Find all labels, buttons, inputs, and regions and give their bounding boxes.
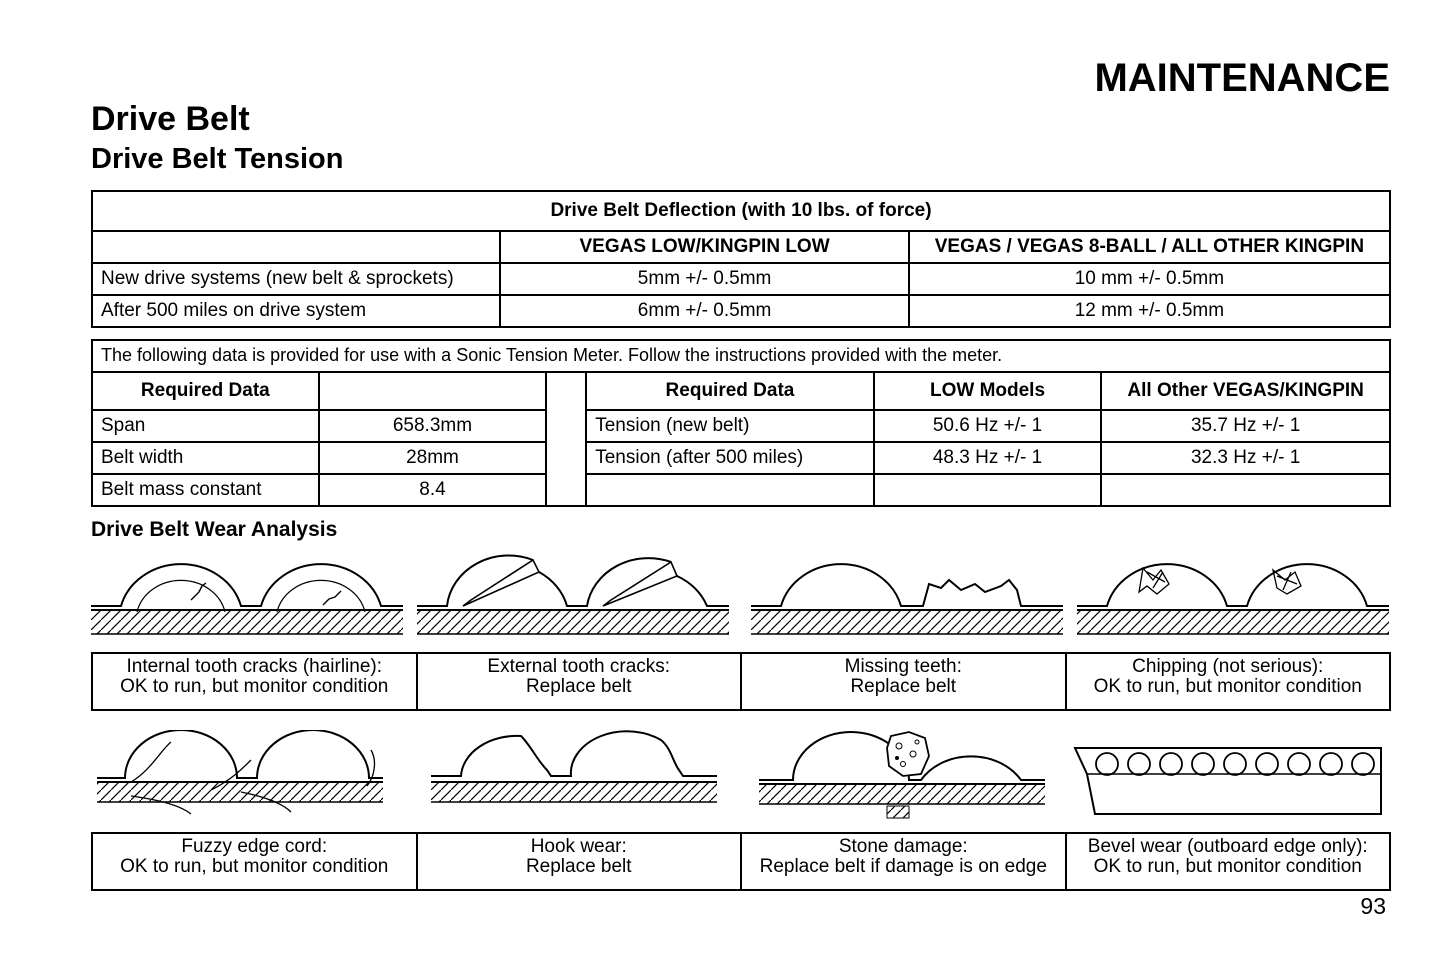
table-cell: New drive systems (new belt & sprockets) xyxy=(92,263,500,295)
wear-illustrations-row1 xyxy=(91,550,1391,642)
table-cell: Tension (after 500 miles) xyxy=(586,442,873,474)
wear-caption xyxy=(740,834,1065,889)
table-row xyxy=(92,474,1390,506)
table-header: All Other VEGAS/KINGPIN xyxy=(1101,372,1390,410)
wear-action: Replace belt xyxy=(525,676,632,697)
sonic-note: The following data is provided for use with a Sonic Tension Meter. Follow the instructions provided with the meter. xyxy=(92,340,1390,372)
wear-caption xyxy=(416,834,741,889)
wear-type: Missing teeth: xyxy=(844,656,962,677)
external-tooth-cracks-illustration xyxy=(417,556,729,634)
table-header: LOW Models xyxy=(874,372,1102,410)
hook-wear-illustration xyxy=(431,731,717,802)
table-row xyxy=(92,295,1390,327)
deflection-table-title: Drive Belt Deflection (with 10 lbs. of force) xyxy=(92,191,1390,231)
wear-captions-row2 xyxy=(91,832,1391,891)
table-row xyxy=(92,263,1390,295)
table-cell: Span xyxy=(92,410,319,442)
wear-illustrations-row2 xyxy=(91,730,1391,822)
table-cell: 5mm +/- 0.5mm xyxy=(500,263,908,295)
table-cell: 12 mm +/- 0.5mm xyxy=(909,295,1390,327)
table-cell: 48.3 Hz +/- 1 xyxy=(874,442,1102,474)
spacer-cell xyxy=(546,372,586,506)
table-header: Required Data xyxy=(586,372,873,410)
wear-caption xyxy=(93,654,416,709)
wear-action: Replace belt xyxy=(525,856,632,877)
sonic-tension-table xyxy=(91,339,1391,507)
table-header: Required Data xyxy=(92,372,319,410)
fuzzy-edge-cord-illustration xyxy=(97,730,383,814)
table-cell: 32.3 Hz +/- 1 xyxy=(1101,442,1390,474)
wear-caption xyxy=(1065,654,1390,709)
wear-type: Bevel wear (outboard edge only): xyxy=(1087,836,1368,857)
wear-action: OK to run, but monitor condition xyxy=(120,856,389,877)
page-subtitle: Drive Belt Tension xyxy=(91,143,344,175)
deflection-table xyxy=(91,190,1391,328)
section-title: MAINTENANCE xyxy=(1094,56,1390,100)
wear-type: Stone damage: xyxy=(838,836,968,857)
table-cell: Belt width xyxy=(92,442,319,474)
table-cell: Belt mass constant xyxy=(92,474,319,506)
table-cell: 28mm xyxy=(319,442,547,474)
missing-teeth-illustration xyxy=(751,564,1063,634)
table-header: VEGAS LOW/KINGPIN LOW xyxy=(500,231,908,263)
table-cell: 35.7 Hz +/- 1 xyxy=(1101,410,1390,442)
wear-caption xyxy=(93,834,416,889)
table-cell: 50.6 Hz +/- 1 xyxy=(874,410,1102,442)
wear-analysis-title: Drive Belt Wear Analysis xyxy=(91,518,338,541)
table-cell xyxy=(1101,474,1390,506)
stone-damage-illustration xyxy=(759,732,1045,818)
wear-type: Chipping (not serious): xyxy=(1132,656,1324,677)
wear-captions-row1 xyxy=(91,652,1391,711)
bevel-wear-illustration xyxy=(1075,748,1381,814)
table-cell: Tension (new belt) xyxy=(586,410,873,442)
wear-caption xyxy=(740,654,1065,709)
table-row xyxy=(92,442,1390,474)
table-cell: 10 mm +/- 0.5mm xyxy=(909,263,1390,295)
table-cell: 8.4 xyxy=(319,474,547,506)
table-header: VEGAS / VEGAS 8-BALL / ALL OTHER KINGPIN xyxy=(909,231,1390,263)
table-cell: 658.3mm xyxy=(319,410,547,442)
table-row xyxy=(92,410,1390,442)
chipping-illustration xyxy=(1077,564,1389,634)
wear-action: OK to run, but monitor condition xyxy=(1093,856,1362,877)
wear-type: Fuzzy edge cord: xyxy=(181,836,328,857)
table-header xyxy=(92,231,500,263)
wear-action: Replace belt xyxy=(850,676,957,697)
table-header xyxy=(319,372,547,410)
wear-action: Replace belt if damage is on edge xyxy=(759,856,1047,877)
page-number: 93 xyxy=(1360,893,1386,919)
wear-type: Internal tooth cracks (hairline): xyxy=(126,656,383,677)
wear-caption xyxy=(416,654,741,709)
page-title: Drive Belt xyxy=(91,100,250,138)
table-cell: 6mm +/- 0.5mm xyxy=(500,295,908,327)
wear-type: Hook wear: xyxy=(530,836,627,857)
wear-action: OK to run, but monitor condition xyxy=(1093,676,1362,697)
wear-caption xyxy=(1065,834,1390,889)
wear-action: OK to run, but monitor condition xyxy=(120,676,389,697)
table-cell xyxy=(586,474,873,506)
table-cell xyxy=(874,474,1102,506)
wear-type: External tooth cracks: xyxy=(487,656,671,677)
table-cell: After 500 miles on drive system xyxy=(92,295,500,327)
internal-tooth-cracks-illustration xyxy=(91,564,403,634)
